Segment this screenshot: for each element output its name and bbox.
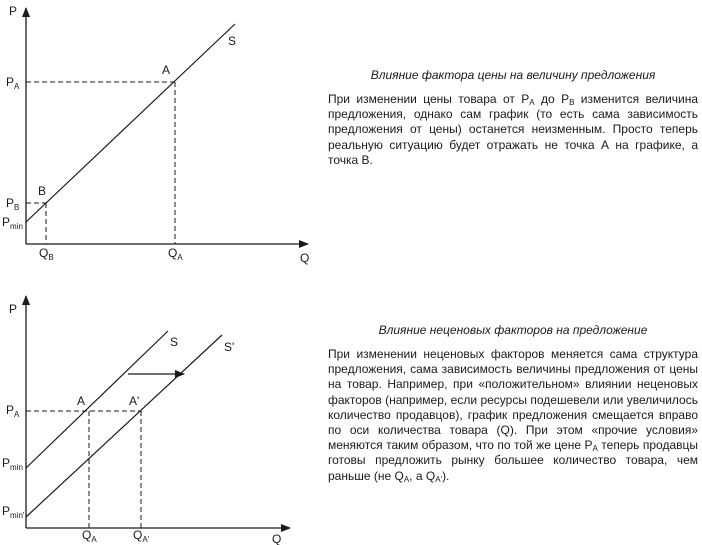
supply-line-label: S xyxy=(228,34,237,48)
chart-price-factor xyxy=(2,4,309,265)
price-pb-label: $P_B$ xyxy=(6,196,20,212)
supply-line xyxy=(26,24,235,222)
quantity-qb-label: $Q_B$ xyxy=(39,246,54,262)
supply-line-s-prime xyxy=(26,335,222,517)
point-a-prime-label: A' xyxy=(129,394,140,408)
point-b-label: B xyxy=(38,184,47,198)
nonprice-factors-text: При изменении неценовых факторов меняется сама структура предложения, сама зависимость величины предложения от цены на товар. Например, при «положительном» влиянии неценовых факторов (например, если ресурсы подешевели или увеличилось количество продавцов), график предложения смещается вправо по оси количества товара (Q). При этом «прочие условия» меняются таким образом, что по той же цене $P_A$ теперь продавцы готовы предложить рынку большее количество товара, чем раньше (не $Q_A$, а $Q_{A'}$). xyxy=(328,347,698,484)
nonprice-factors-explanation xyxy=(328,323,698,484)
supply-line-s-label: S xyxy=(170,335,179,349)
x-axis-label: Q xyxy=(272,532,282,545)
quantity-qa-prime-label: $Q_{A'}$ xyxy=(133,528,150,544)
supply-line-s xyxy=(26,331,168,468)
point-a-label: A xyxy=(162,63,171,77)
nonprice-factors-title: Влияние неценовых факторов на предложение xyxy=(378,323,648,337)
price-factor-explanation xyxy=(328,68,698,168)
chart-nonprice-factors xyxy=(2,296,290,545)
quantity-qa-label: $Q_A$ xyxy=(168,246,183,262)
price-min-prime-label: $P_{min'}$ xyxy=(2,504,25,520)
point-a-label: A xyxy=(77,394,86,408)
y-axis-label: P xyxy=(9,4,18,18)
quantity-qa-label: $Q_A$ xyxy=(82,528,97,544)
price-pa-label: $P_A$ xyxy=(6,403,20,419)
price-factor-title: Влияние фактора цены на величину предложения xyxy=(370,68,656,82)
supply-line-s-prime-label: S' xyxy=(224,340,235,354)
price-min-label: $P_{min}$ xyxy=(2,215,23,231)
y-axis-label: P xyxy=(9,302,18,316)
price-pa-label: $P_A$ xyxy=(6,75,20,91)
price-min-label: $P_{min}$ xyxy=(2,456,23,472)
price-factor-text: При изменении цены товара от $P_A$ до $P_B$ изменится величина предложения, однако сам график (то есть сама зависимость предложения от цены) останется неизменным. Просто теперь реальную ситуацию будет отражать не точка А на графике, а точка В. xyxy=(328,92,698,167)
x-axis-label: Q xyxy=(300,251,310,265)
